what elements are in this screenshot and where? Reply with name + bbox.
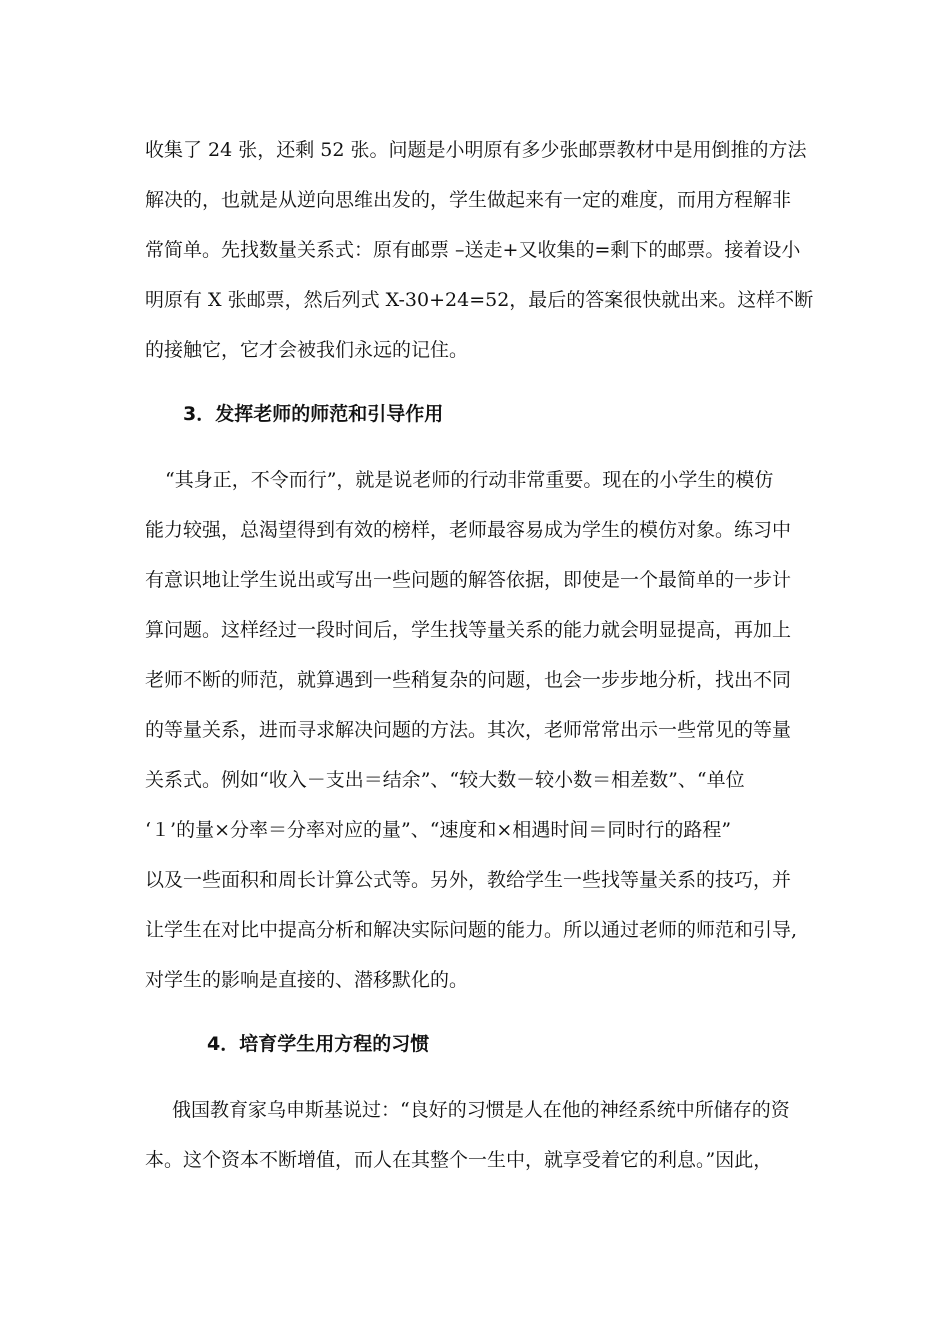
paragraph-3-line-2: 本。这个资本不断增值，而人在其整个一生中，就享受着它的利息。”因此， [145,1149,773,1171]
paragraph-2-line-3: 有意识地让学生说出或写出一些问题的解答依据，即使是一个最简单的一步计 [145,569,792,591]
section-heading-4: 4．培育学生用方程的习惯 [207,1033,430,1055]
paragraph-2-line-6: 的等量关系，进而寻求解决问题的方法。其次，老师常常出示一些常见的等量 [145,719,792,741]
paragraph-2-line-4: 算问题。这样经过一段时间后，学生找等量关系的能力就会明显提高，再加上 [145,619,792,641]
paragraph-2-line-9: 以及一些面积和周长计算公式等。另外，教给学生一些找等量关系的技巧，并 [145,869,792,891]
paragraph-2-line-11: 对学生的影响是直接的、潜移默化的。 [145,969,469,991]
paragraph-2-line-8: ‘１’的量×分率＝分率对应的量”、“速度和×相遇时间＝同时行的路程” [145,819,732,841]
paragraph-1-line-4: 明原有 X 张邮票，然后列式 X-30+24=52，最后的答案很快就出来。这样不断 [145,289,814,311]
paragraph-3-line-1: 俄国教育家乌申斯基说过：“良好的习惯是人在他的神经系统中所储存的资 [172,1099,790,1121]
paragraph-2-line-1: “其身正，不令而行”，就是说老师的行动非常重要。现在的小学生的模仿 [165,469,774,491]
section-heading-3: 3．发挥老师的师范和引导作用 [183,403,444,425]
paragraph-1-line-5: 的接触它，它才会被我们永远的记住。 [145,339,469,361]
paragraph-2-line-10: 让学生在对比中提高分析和解决实际问题的能力。所以通过老师的师范和引导, [145,919,798,941]
paragraph-2-line-5: 老师不断的师范，就算遇到一些稍复杂的问题，也会一步步地分析，找出不同 [145,669,792,691]
paragraph-2-line-7: 关系式。例如“收入－支出＝结余”、“较大数－较小数＝相差数”、“单位 [145,769,745,791]
paragraph-2-line-2: 能力较强，总渴望得到有效的榜样，老师最容易成为学生的模仿对象。练习中 [145,519,792,541]
paragraph-1-line-1: 收集了 24 张，还剩 52 张。问题是小明原有多少张邮票教材中是用倒推的方法 [145,139,807,161]
paragraph-1-line-2: 解决的，也就是从逆向思维出发的，学生做起来有一定的难度，而用方程解非 [145,189,792,211]
paragraph-1-line-3: 常简单。先找数量关系式：原有邮票 –送走+又收集的=剩下的邮票。接着设小 [145,239,801,261]
